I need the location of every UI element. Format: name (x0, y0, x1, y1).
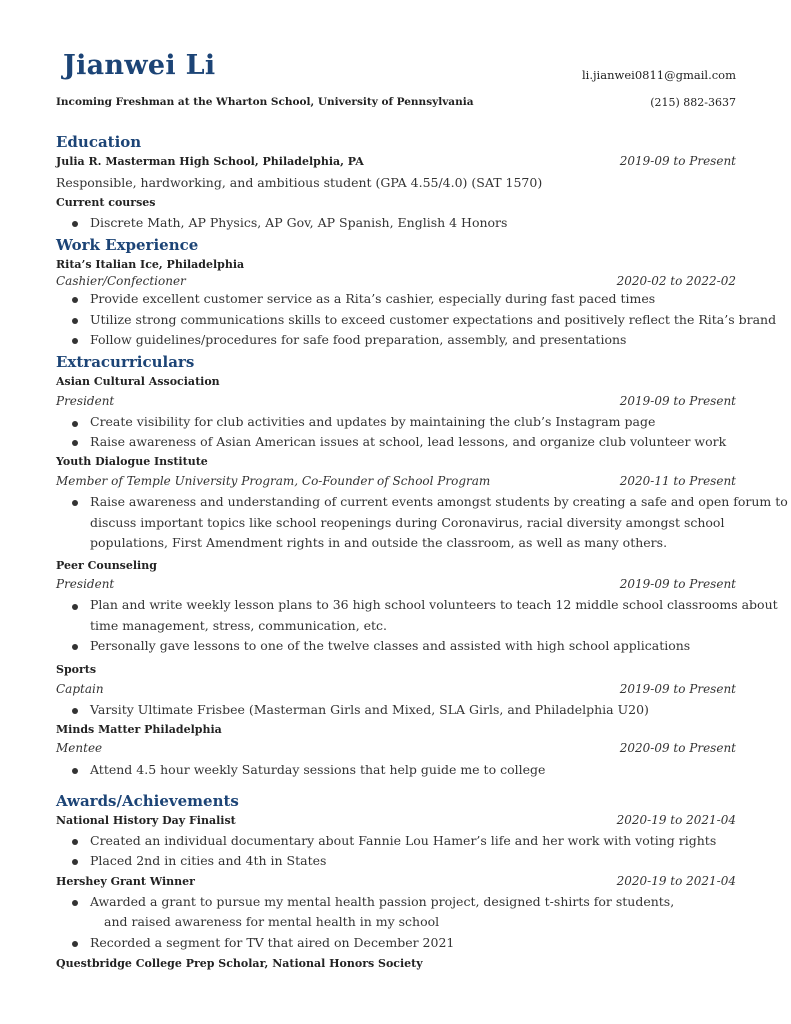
extra-bullet-line: populations, First Amendment rights in and outside the classroom, as well as many others. (90, 535, 668, 550)
extra-bullet: Raise awareness of Asian American issues at school, lead lessons, and organize club volunteer work (90, 434, 727, 449)
extra-role: Member of Temple University Program, Co-Founder of School Program (56, 474, 491, 488)
phone-number: (215) 882-3637 (650, 96, 736, 109)
extra-date: 2019-09 to Present (619, 394, 736, 408)
extra-date: 2020-09 to Present (619, 741, 736, 755)
extra-bullet-line: Personally gave lessons to one of the twelve classes and assisted with high school applications (90, 638, 691, 653)
bullet-icon (72, 644, 78, 650)
work-org: Rita’s Italian Ice, Philadelphia (56, 258, 245, 271)
bullet-icon (72, 440, 78, 446)
bullet-icon (72, 839, 78, 845)
extra-bullet-line: time management, stress, communication, etc. (90, 618, 388, 633)
award-bullet-line: Awarded a grant to pursue my mental health passion project, designed t-shirts for students, (90, 894, 675, 909)
extra-role: President (56, 577, 115, 591)
extra-date: 2019-09 to Present (619, 682, 736, 696)
extra-bullet-line: Plan and write weekly lesson plans to 36 high school volunteers to teach 12 middle school classrooms about (90, 597, 778, 612)
courses-label: Current courses (56, 196, 156, 209)
bullet-icon (72, 500, 78, 506)
extra-bullet: Attend 4.5 hour weekly Saturday sessions that help guide me to college (90, 762, 546, 777)
extra-org: Peer Counseling (56, 559, 157, 572)
bullet-icon (72, 768, 78, 774)
award-bullet-line: Recorded a segment for TV that aired on December 2021 (90, 935, 455, 950)
award-bullet: Created an individual documentary about Fannie Lou Hamer’s life and her work with voting rights (90, 833, 717, 848)
section-title-education: Education (56, 133, 142, 151)
email-address: li.jianwei0811@gmail.com (581, 68, 736, 82)
bullet-icon (72, 941, 78, 947)
education-description: Responsible, hardworking, and ambitious student (GPA 4.55/4.0) (SAT 1570) (56, 175, 543, 190)
extra-date: 2020-11 to Present (619, 474, 736, 488)
education-date: 2019-09 to Present (619, 154, 736, 168)
extra-bullet-line: discuss important topics like school reopenings during Coronavirus, racial diversity amongst school (90, 515, 725, 530)
section-title-extracurriculars: Extracurriculars (56, 353, 195, 371)
bullet-icon (72, 859, 78, 865)
extra-role: President (56, 394, 115, 408)
extra-bullet: Create visibility for club activities and updates by maintaining the club’s Instagram page (90, 414, 656, 429)
extra-role: Mentee (56, 741, 103, 755)
extra-date: 2019-09 to Present (619, 577, 736, 591)
award-date: 2020-19 to 2021-04 (616, 874, 736, 888)
award-bullet-line: and raised awareness for mental health in my school (104, 914, 440, 929)
candidate-subtitle: Incoming Freshman at the Wharton School, University of Pennsylvania (56, 96, 474, 108)
extra-org: Minds Matter Philadelphia (56, 723, 222, 736)
education-school: Julia R. Masterman High School, Philadelphia, PA (56, 155, 364, 168)
bullet-icon (72, 708, 78, 714)
extra-bullet: Varsity Ultimate Frisbee (Masterman Girls and Mixed, SLA Girls, and Philadelphia U20) (90, 702, 649, 717)
extra-org: Asian Cultural Association (56, 375, 220, 388)
work-bullet: Utilize strong communications skills to exceed customer expectations and positively reflect the Rita’s brand (90, 312, 777, 327)
extra-org: Sports (56, 663, 97, 676)
award-bullet: Placed 2nd in cities and 4th in States (90, 853, 327, 868)
extra-org: Youth Dialogue Institute (56, 455, 208, 468)
bullet-icon (72, 221, 78, 227)
bullet-icon (72, 604, 78, 610)
bullet-icon (72, 318, 78, 324)
work-date: 2020-02 to 2022-02 (616, 274, 736, 288)
extra-bullet-line: Raise awareness and understanding of current events amongst students by creating a safe and open forum to (90, 494, 788, 509)
award-org: Hershey Grant Winner (56, 875, 195, 888)
bullet-icon (72, 338, 78, 344)
work-role: Cashier/Confectioner (56, 274, 186, 288)
candidate-name: Jianwei Li (63, 50, 216, 81)
extra-role: Captain (56, 682, 104, 696)
work-bullet: Follow guidelines/procedures for safe food preparation, assembly, and presentations (90, 332, 627, 347)
bullet-icon (72, 900, 78, 906)
work-bullet: Provide excellent customer service as a Rita’s cashier, especially during fast paced times (90, 291, 656, 306)
award-date: 2020-19 to 2021-04 (616, 813, 736, 827)
section-title-awards: Awards/Achievements (56, 792, 239, 810)
bullet-icon (72, 421, 78, 427)
bullet-icon (72, 297, 78, 303)
courses-list: Discrete Math, AP Physics, AP Gov, AP Spanish, English 4 Honors (90, 215, 508, 230)
section-title-work: Work Experience (56, 236, 199, 254)
award-org: National History Day Finalist (56, 814, 236, 827)
award-org: Questbridge College Prep Scholar, National Honors Society (56, 957, 423, 970)
